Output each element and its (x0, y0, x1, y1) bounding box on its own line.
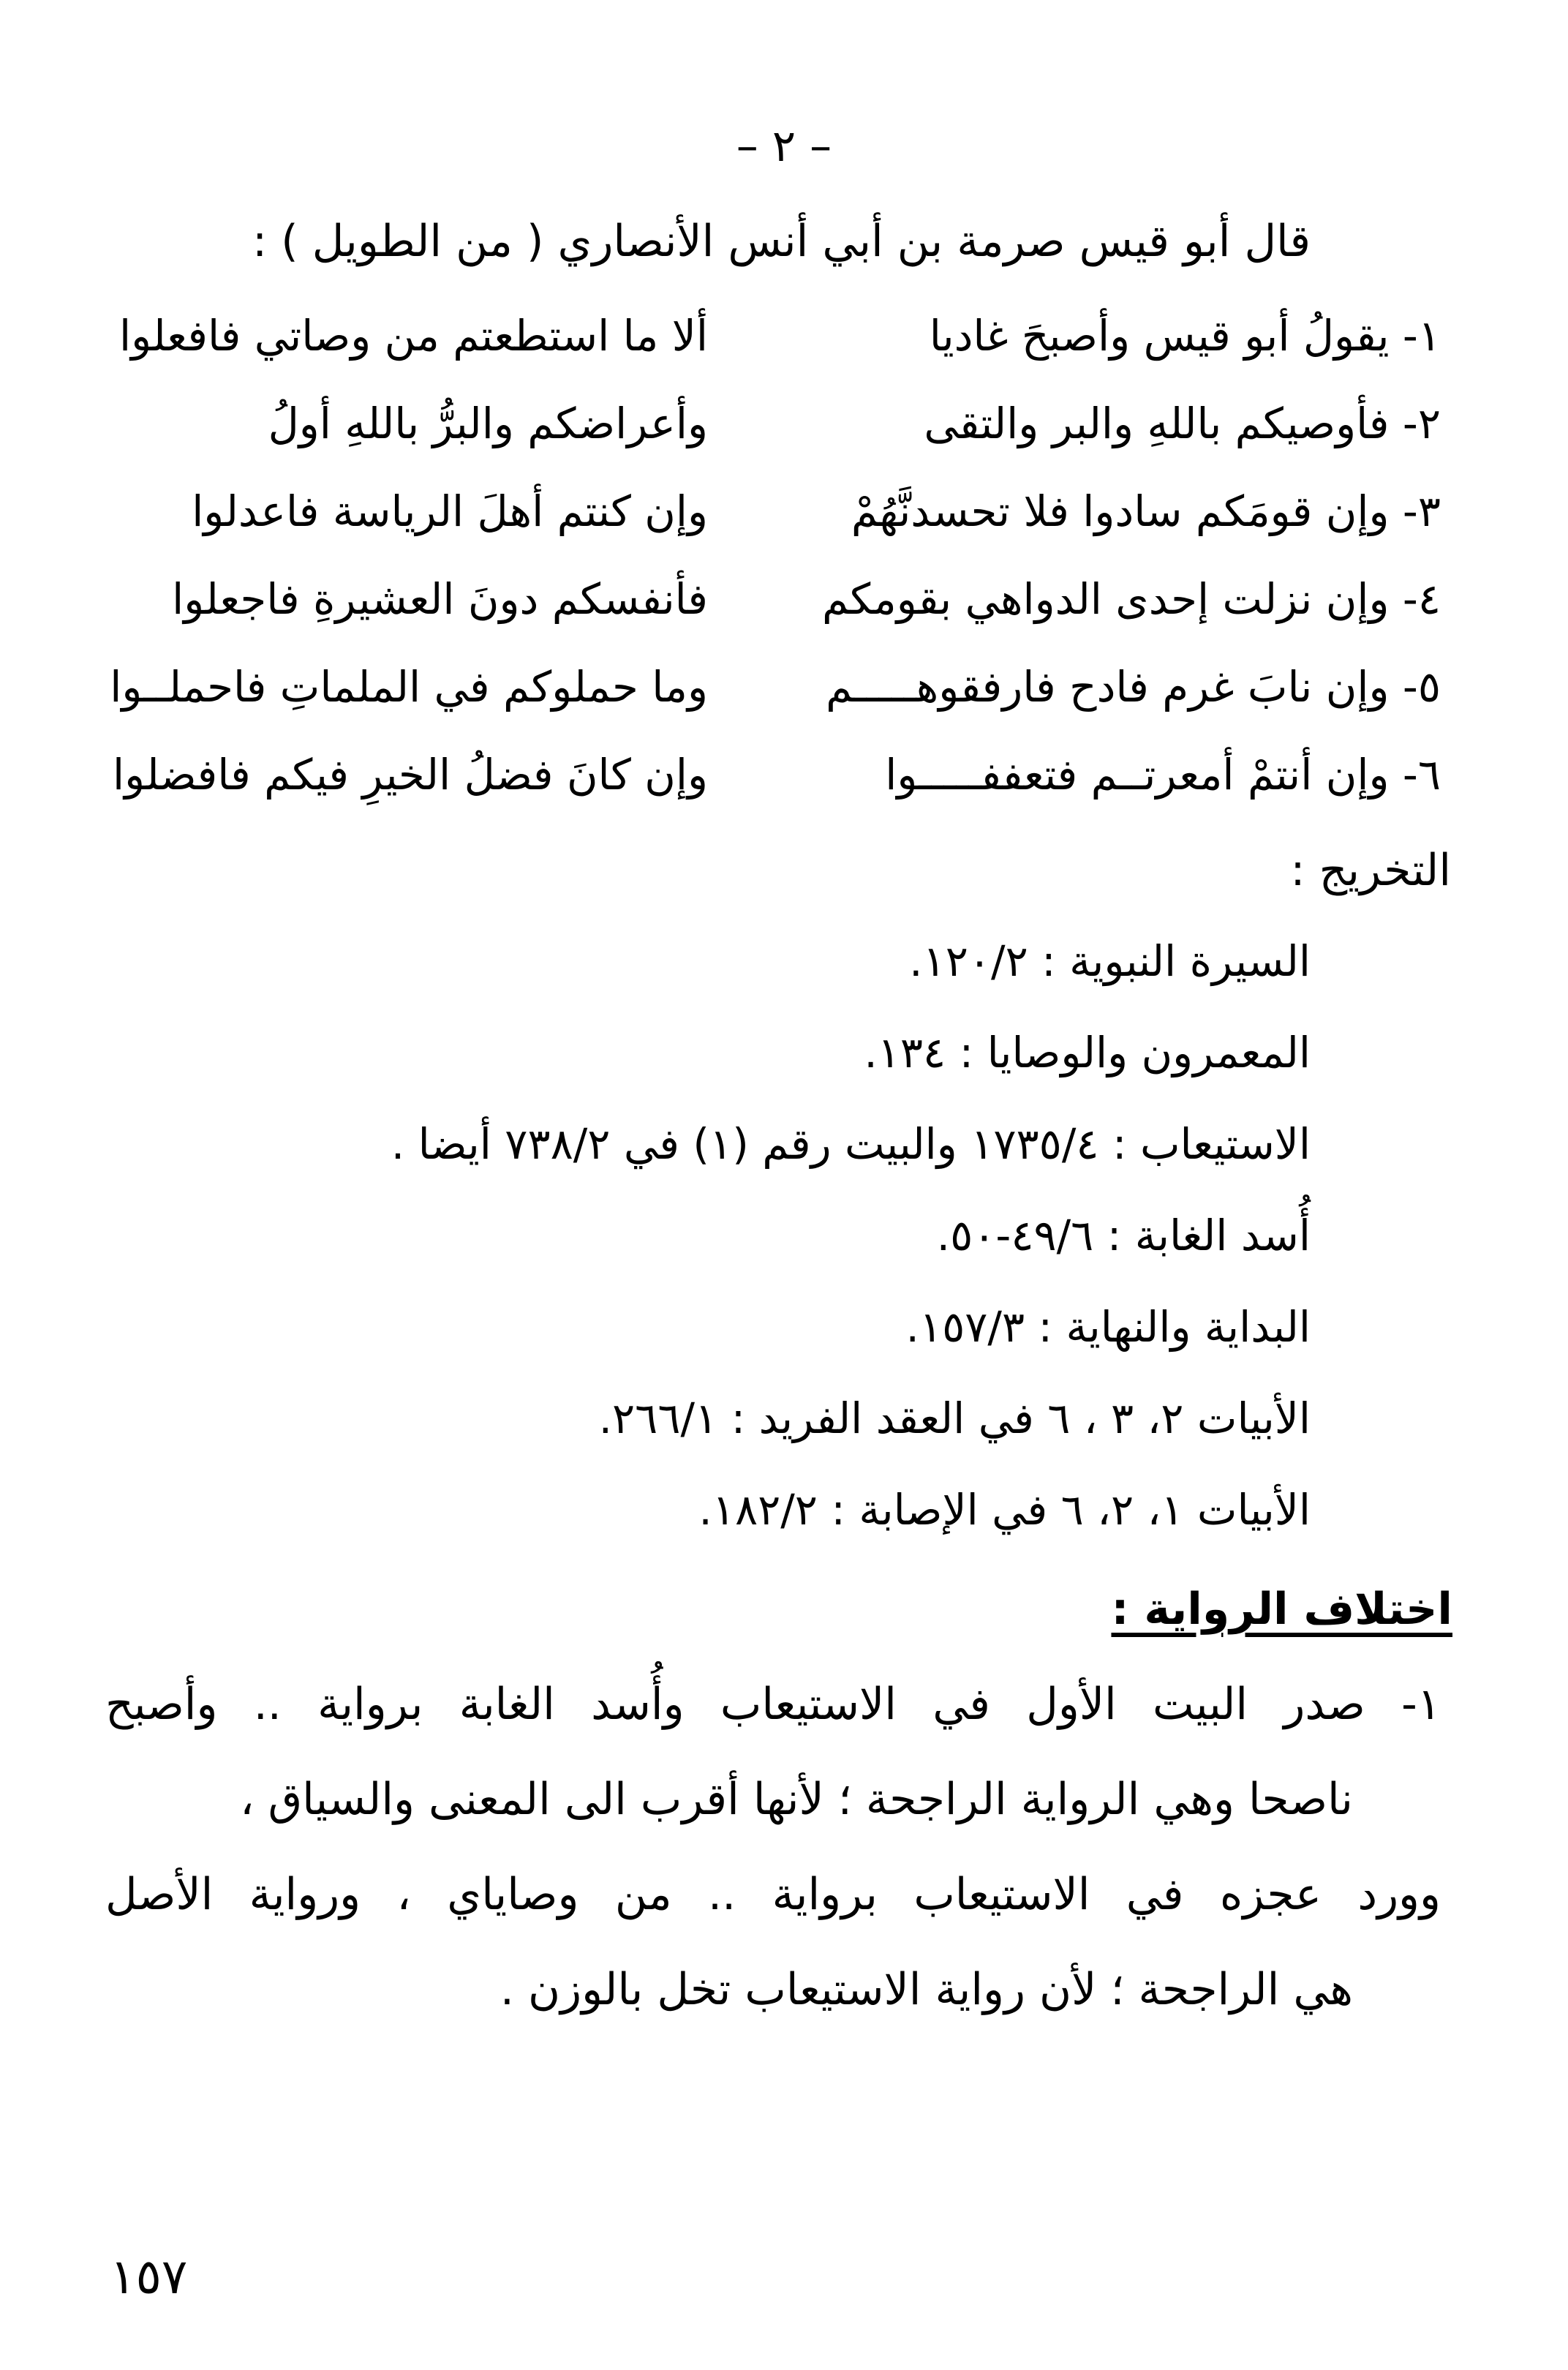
reference-line: أُسد الغابة : ٤٩/٦-٥٠. (936, 1211, 1311, 1260)
verse-1-second-hemistich: ألا ما استطعتم من وصاتي فافعلوا (118, 311, 708, 361)
reference-line: السيرة النبوية : ١٢٠/٢. (909, 936, 1311, 986)
verse-4-second-hemistich: فأنفسكم دونَ العشيرةِ فاجعلوا (172, 574, 708, 624)
verse-2-second-hemistich: وأعراضكم والبرُّ باللهِ أولُ (268, 399, 708, 448)
riwaya-paragraph-line: ناصحا وهي الرواية الراجحة ؛ لأنها أقرب الى المعنى والسياق ، (240, 1774, 1353, 1825)
page-marker: – ٢ – (736, 121, 832, 172)
verse-5-first-hemistich: ٥- وإن نابَ غرم فادح فارفقوهـــــم (826, 662, 1441, 712)
verse-6-second-hemistich: وإن كانَ فضلُ الخيرِ فيكم فافضلوا (112, 750, 708, 800)
reference-line: الأبيات ٢، ٣ ، ٦ في العقد الفريد : ٢٦٦/١. (598, 1393, 1311, 1443)
reference-line: البداية والنهاية : ١٥٧/٣. (905, 1302, 1311, 1352)
riwaya-paragraph-line: هي الراجحة ؛ لأن رواية الاستيعاب تخل بالوزن . (500, 1964, 1353, 2015)
verse-4-first-hemistich: ٤- وإن نزلت إحدى الدواهي بقومكم (822, 574, 1441, 624)
riwaya-heading: اختلاف الرواية : (1111, 1584, 1452, 1635)
riwaya-paragraph-line: ١- صدر البيت الأول في الاستيعاب وأُسد الغابة برواية .. وأصبح (105, 1679, 1441, 1730)
poem-intro: قال أبو قيس صرمة بن أبي أنس الأنصاري ( من الطويل ) : (252, 216, 1311, 267)
reference-line: الأبيات ١، ٢، ٦ في الإصابة : ١٨٢/٢. (698, 1485, 1311, 1535)
page-number: ١٥٧ (110, 2249, 188, 2305)
takhrij-heading: التخريج : (1290, 845, 1451, 896)
reference-line: الاستيعاب : ١٧٣٥/٤ والبيت رقم (١) في ٧٣٨/٢ أيضا . (391, 1119, 1311, 1169)
verse-3-first-hemistich: ٣- وإن قومَكم سادوا فلا تحسدنَّهُمْ (851, 486, 1441, 536)
verse-2-first-hemistich: ٢- فأوصيكم باللهِ والبر والتقى (924, 399, 1441, 448)
verse-3-second-hemistich: وإن كنتم أهلَ الرياسة فاعدلوا (192, 486, 708, 536)
reference-line: المعمرون والوصايا : ١٣٤. (864, 1028, 1311, 1077)
riwaya-paragraph-line: وورد عجزه في الاستيعاب برواية .. من وصاياي ، ورواية الأصل (105, 1869, 1441, 1920)
verse-5-second-hemistich: وما حملوكم في الملماتِ فاحملــوا (110, 662, 708, 712)
verse-6-first-hemistich: ٦- وإن أنتمْ أمعرتــم فتعففـــــوا (885, 750, 1441, 800)
verse-1-first-hemistich: ١- يقولُ أبو قيس وأصبحَ غاديا (929, 311, 1441, 361)
